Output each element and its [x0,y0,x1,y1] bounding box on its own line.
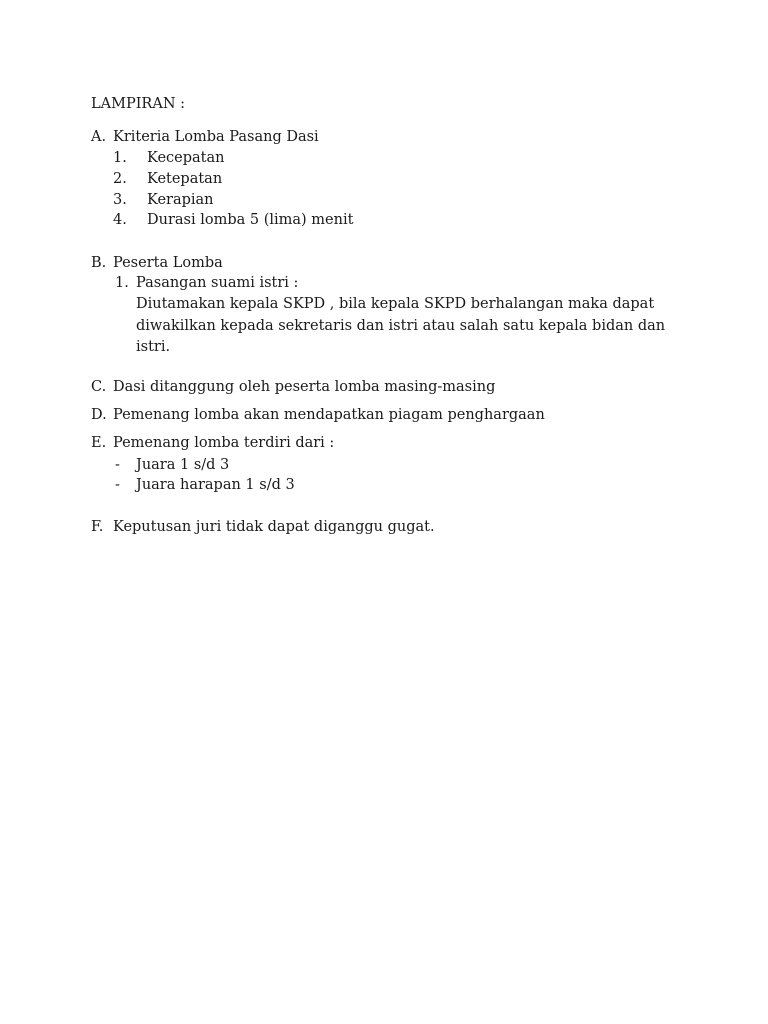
section-b-item-title: Pasangan suami istri : [136,275,299,291]
section-b-item-body-line: diwakilkan kepada sekretaris dan istri atau salah satu kepala bidan dan [136,318,666,334]
section-b-item-body-line: Diutamakan kepala SKPD , bila kepala SKPD berhalangan maka dapat [136,296,655,312]
section-b-title: Peserta Lomba [113,255,223,271]
section-e-text: Pemenang lomba terdiri dari : [113,435,335,451]
section-c-text: Dasi ditanggung oleh peserta lomba masing-masing [113,379,496,395]
section-a-item-text: Durasi lomba 5 (lima) menit [147,212,354,228]
section-e-bullet: - [115,457,120,473]
document-heading: LAMPIRAN : [91,96,186,112]
section-a-item-text: Kecepatan [147,150,225,166]
section-c-marker: C. [91,379,107,395]
section-a-marker: A. [91,129,107,145]
section-f-marker: F. [91,519,104,535]
section-e-item-text: Juara 1 s/d 3 [136,457,230,473]
section-a-item-number: 3. [113,192,127,208]
section-d-marker: D. [91,407,107,423]
section-e-item-text: Juara harapan 1 s/d 3 [136,477,295,493]
section-a-item-text: Kerapian [147,192,214,208]
section-a-item-number: 4. [113,212,127,228]
section-d-text: Pemenang lomba akan mendapatkan piagam penghargaan [113,407,545,423]
section-a-title: Kriteria Lomba Pasang Dasi [113,129,319,145]
section-a-item-number: 2. [113,171,127,187]
section-a-item-text: Ketepatan [147,171,223,187]
section-e-marker: E. [91,435,107,451]
section-a-item-number: 1. [113,150,127,166]
section-f-text: Keputusan juri tidak dapat diganggu gugat. [113,519,435,535]
section-b-item-number: 1. [115,275,129,291]
section-b-marker: B. [91,255,107,271]
section-b-item-body-line: istri. [136,339,171,355]
section-e-bullet: - [115,477,120,493]
